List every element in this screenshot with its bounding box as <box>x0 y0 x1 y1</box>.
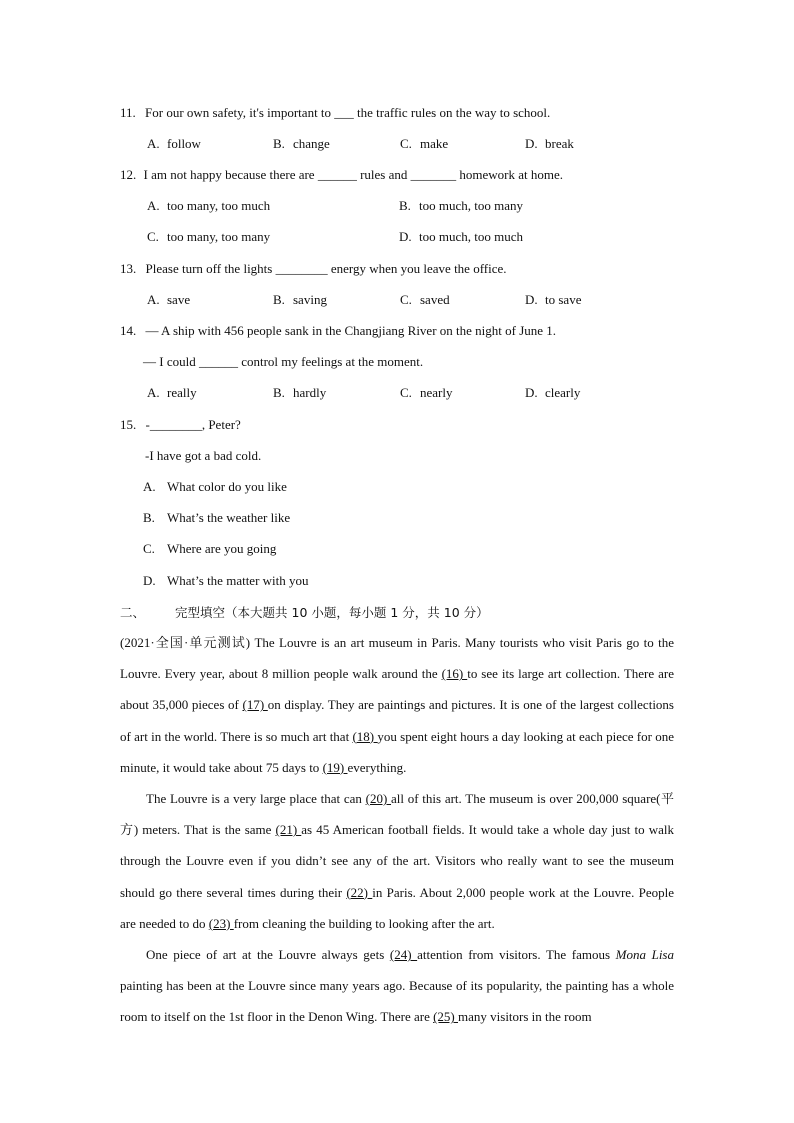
option-b[interactable]: B. change <box>273 136 330 151</box>
option-a[interactable]: A. follow <box>147 136 201 151</box>
option-c[interactable]: C. nearly <box>400 385 453 400</box>
blank-19[interactable]: (19) <box>322 759 348 775</box>
question-number: 12. <box>120 167 137 182</box>
option-a[interactable]: A. save <box>147 292 191 307</box>
option-d[interactable]: D. What’s the matter with you <box>143 573 309 588</box>
option-d[interactable]: D. too much, too much <box>399 229 523 244</box>
blank-20[interactable]: (20) <box>365 791 392 807</box>
blank-24[interactable]: (24) <box>389 947 418 963</box>
option-c[interactable]: C. Where are you going <box>143 541 277 556</box>
section-number: 二、 <box>120 605 146 620</box>
option-d[interactable]: D. clearly <box>525 385 581 400</box>
question-stem: For our own safety, it's important to ___ the traffic rules on the way to school. <box>145 105 551 120</box>
option-b[interactable]: B. hardly <box>273 385 327 400</box>
section-heading <box>120 603 489 621</box>
option-d[interactable]: D. break <box>525 136 574 151</box>
question-13 <box>120 260 507 278</box>
blank-18[interactable]: (18) <box>352 728 378 744</box>
blank-21[interactable]: (21) <box>275 822 302 838</box>
question-stem: — A ship with 456 people sank in the Changjiang River on the night of June 1. <box>145 323 557 338</box>
section-title: 完型填空（本大题共 10 小题，每小题 1 分，共 10 分） <box>175 605 489 620</box>
question-14 <box>120 322 556 340</box>
question-number: 11. <box>120 105 136 120</box>
question-stem: I am not happy because there are ______ rules and _______ homework at home. <box>143 167 563 182</box>
option-b[interactable]: B. What’s the weather like <box>143 510 291 525</box>
option-c[interactable]: C. saved <box>400 292 450 307</box>
question-15-reply: -I have got a bad cold. <box>145 448 262 463</box>
option-c[interactable]: C. make <box>400 136 449 151</box>
paragraph-3: One piece of art at the Louvre always gets (24) attention from visitors. The famous Mona Lisa painting has been at the Louvre since many years ago. Because of its popularity, the painting has a whole room to itself on the 1st floor in the Denon Wing. There are (25) many visitors in the room <box>120 947 674 1025</box>
question-number: 14. <box>120 323 137 338</box>
question-number: 13. <box>120 261 137 276</box>
source-tag: (2021·全国·单元测试) <box>120 635 251 650</box>
cloze-passage <box>120 627 674 1033</box>
option-b[interactable]: B. too much, too many <box>399 198 523 213</box>
question-number: 15. <box>120 417 137 432</box>
question-stem: -________, Peter? <box>145 417 241 432</box>
blank-17[interactable]: (17) <box>242 697 268 713</box>
blank-16[interactable]: (16) <box>441 666 468 682</box>
question-14-reply: — I could ______ control my feelings at the moment. <box>143 354 424 369</box>
option-d[interactable]: D. to save <box>525 292 582 307</box>
blank-25[interactable]: (25) <box>433 1009 459 1025</box>
question-15 <box>120 416 241 434</box>
blank-22[interactable]: (22) <box>346 884 373 900</box>
option-b[interactable]: B. saving <box>273 292 327 307</box>
question-12 <box>120 166 563 184</box>
question-stem: Please turn off the lights ________ energy when you leave the office. <box>145 261 507 276</box>
option-a[interactable]: A. really <box>147 385 197 400</box>
artwork-title: Mona Lisa <box>615 947 674 963</box>
question-11 <box>120 104 550 122</box>
paragraph-2: The Louvre is a very large place that can (20) all of this art. The museum is over 200,000 square(平方) meters. That is the same (21) as 45 American football fields. It would take a whole day just to walk through the Louvre even if you didn’t see any of the art. Visitors who really want to see the museum should go there several times during their (22) in Paris. About 2,000 people work at the Louvre. People are needed to do (23) from cleaning the building to looking after the art. <box>120 791 674 931</box>
option-a[interactable]: A. What color do you like <box>143 479 287 494</box>
option-c[interactable]: C. too many, too many <box>147 229 271 244</box>
option-a[interactable]: A. too many, too much <box>147 198 271 213</box>
blank-23[interactable]: (23) <box>208 915 234 931</box>
paragraph-1: (2021·全国·单元测试) The Louvre is an art museum in Paris. Many tourists who visit Paris go to the Louvre. Every year, about 8 million people walk around the (16) to see its large art collection. There are about 35,000 pieces of (17) on display. They are paintings and pictures. It is one of the largest collections of art in the world. There is so much art that (18) you spent eight hours a day looking at each piece for one minute, it would take about 75 days to (19) everything. <box>120 635 674 775</box>
